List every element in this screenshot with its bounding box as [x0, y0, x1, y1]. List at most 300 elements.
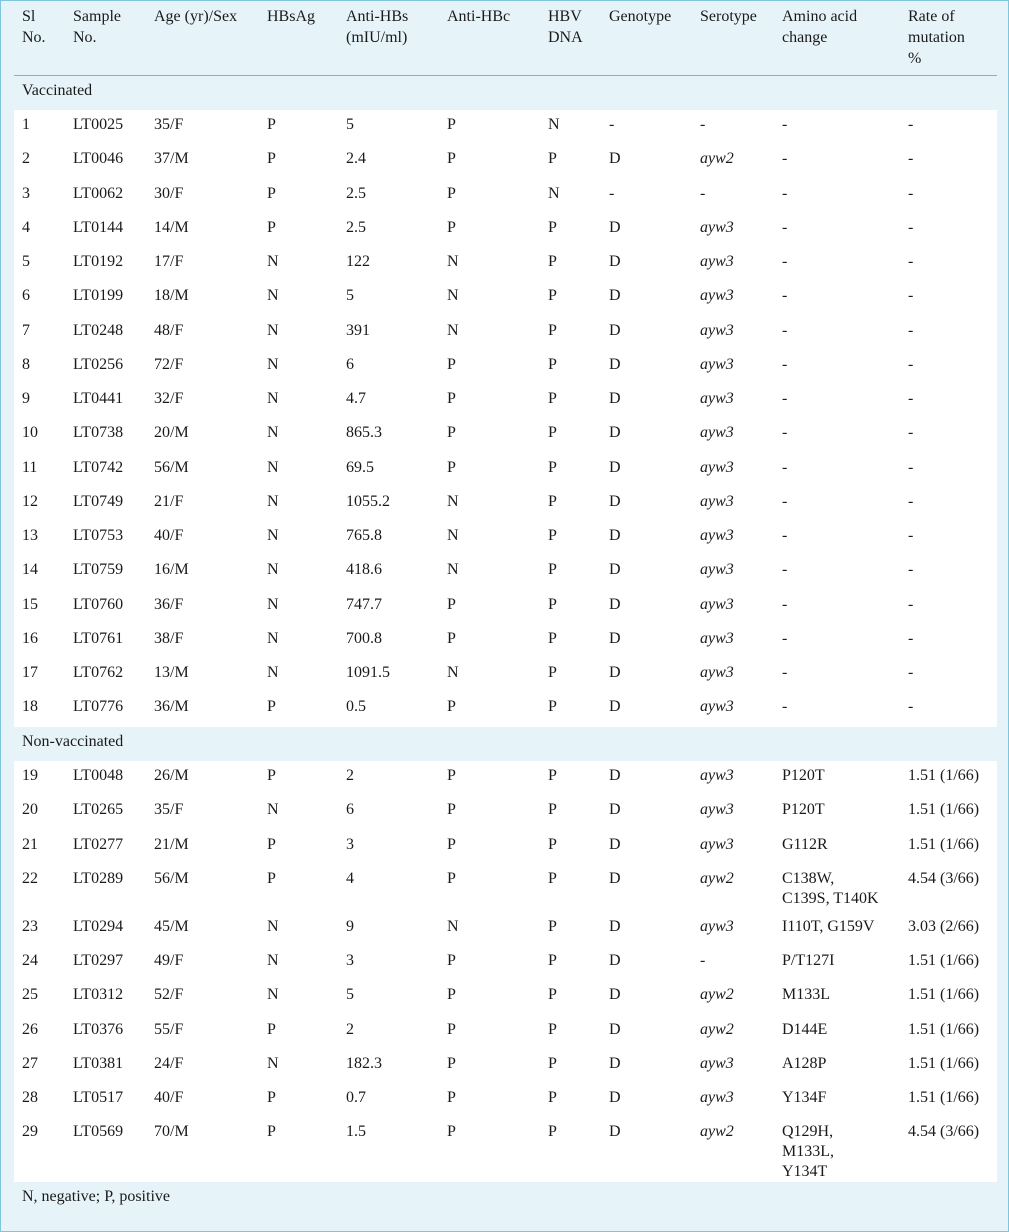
table-cell: N: [439, 247, 540, 281]
table-cell: ayw3: [692, 761, 774, 795]
table-cell: P: [259, 144, 338, 178]
table-cell: ayw3: [692, 418, 774, 452]
table-cell: 25: [14, 980, 65, 1014]
table-cell: 35/F: [146, 795, 259, 829]
hbv-data-table: [14, 3, 997, 1216]
table-cell: -: [900, 384, 997, 418]
table-cell: P: [540, 946, 601, 980]
table-cell: N: [259, 487, 338, 521]
column-header: Serotype: [692, 3, 774, 76]
table-cell: -: [774, 350, 900, 384]
table-cell: 72/F: [146, 350, 259, 384]
table-cell: P: [540, 487, 601, 521]
table-cell: -: [774, 487, 900, 521]
table-cell: 8: [14, 350, 65, 384]
table-cell: N: [439, 316, 540, 350]
table-cell: -: [774, 179, 900, 213]
table-cell: P: [540, 1049, 601, 1083]
table-cell: 2.5: [338, 213, 439, 247]
table-cell: -: [900, 350, 997, 384]
table-cell: N: [259, 316, 338, 350]
table-cell: -: [774, 384, 900, 418]
table-cell: 5: [338, 281, 439, 315]
table-cell: LT0759: [65, 555, 146, 589]
table-row: [14, 1117, 997, 1182]
table-cell: D: [601, 692, 692, 726]
table-cell: D: [601, 281, 692, 315]
table-cell: -: [774, 453, 900, 487]
table-cell: -: [900, 247, 997, 281]
table-row: [14, 1049, 997, 1083]
table-cell: D: [601, 980, 692, 1014]
column-header: Anti-HBs (mIU/ml): [338, 3, 439, 76]
table-cell: N: [259, 1049, 338, 1083]
table-cell: P120T: [774, 795, 900, 829]
table-cell: 747.7: [338, 590, 439, 624]
table-cell: LT0738: [65, 418, 146, 452]
table-cell: 6: [338, 795, 439, 829]
table-cell: -: [900, 521, 997, 555]
table-cell: 35/F: [146, 110, 259, 144]
table-row: [14, 316, 997, 350]
table-cell: 2: [14, 144, 65, 178]
table-cell: 1.51 (1/66): [900, 946, 997, 980]
table-row: [14, 247, 997, 281]
table-cell: D: [601, 316, 692, 350]
table-cell: 3: [338, 946, 439, 980]
table-cell: -: [900, 144, 997, 178]
table-cell: ayw3: [692, 384, 774, 418]
group-label: Non-vaccinated: [14, 727, 997, 762]
table-cell: D: [601, 247, 692, 281]
table-cell: LT0294: [65, 912, 146, 946]
table-cell: ayw3: [692, 830, 774, 864]
table-cell: 3: [338, 830, 439, 864]
table-cell: ayw3: [692, 795, 774, 829]
table-cell: P: [439, 624, 540, 658]
table-cell: D: [601, 213, 692, 247]
table-cell: P: [439, 213, 540, 247]
table-cell: 14: [14, 555, 65, 589]
table-cell: P: [540, 555, 601, 589]
table-cell: ayw2: [692, 980, 774, 1014]
table-cell: LT0776: [65, 692, 146, 726]
table-cell: 1.51 (1/66): [900, 761, 997, 795]
table-cell: -: [900, 453, 997, 487]
table-cell: 21: [14, 830, 65, 864]
table-cell: P: [540, 316, 601, 350]
table-cell: 5: [338, 110, 439, 144]
table-cell: P: [439, 830, 540, 864]
table-cell: 22: [14, 864, 65, 912]
group-row: [14, 76, 997, 111]
table-cell: P: [259, 692, 338, 726]
table-cell: P: [540, 384, 601, 418]
table-cell: D: [601, 795, 692, 829]
table-row: [14, 350, 997, 384]
table-cell: 4: [338, 864, 439, 912]
table-cell: ayw2: [692, 1117, 774, 1182]
table-cell: 10: [14, 418, 65, 452]
table-cell: 6: [14, 281, 65, 315]
table-cell: 391: [338, 316, 439, 350]
table-row: [14, 179, 997, 213]
table-row: [14, 110, 997, 144]
table-cell: -: [774, 521, 900, 555]
table-cell: LT0265: [65, 795, 146, 829]
table-cell: -: [900, 624, 997, 658]
table-cell: 27: [14, 1049, 65, 1083]
table-cell: 765.8: [338, 521, 439, 555]
table-cell: P: [439, 1015, 540, 1049]
table-cell: P: [540, 658, 601, 692]
table-cell: N: [439, 658, 540, 692]
table-cell: -: [774, 658, 900, 692]
table-cell: LT0297: [65, 946, 146, 980]
table-cell: 28: [14, 1083, 65, 1117]
header-row: [14, 3, 997, 76]
table-cell: P: [439, 144, 540, 178]
table-cell: -: [900, 590, 997, 624]
table-cell: 48/F: [146, 316, 259, 350]
table-cell: 14/M: [146, 213, 259, 247]
table-cell: Q129H, M133L, Y134T: [774, 1117, 900, 1182]
table-cell: -: [900, 418, 997, 452]
table-cell: N: [259, 521, 338, 555]
table-cell: 2.4: [338, 144, 439, 178]
table-cell: ayw2: [692, 144, 774, 178]
column-header: HBV DNA: [540, 3, 601, 76]
table-cell: 26: [14, 1015, 65, 1049]
table-cell: P: [259, 179, 338, 213]
table-cell: -: [774, 247, 900, 281]
table-cell: 16/M: [146, 555, 259, 589]
table-cell: P: [439, 110, 540, 144]
table-cell: 56/M: [146, 453, 259, 487]
table-cell: D: [601, 590, 692, 624]
table-cell: 4.54 (3/66): [900, 1117, 997, 1182]
table-cell: 16: [14, 624, 65, 658]
table-cell: P: [540, 1083, 601, 1117]
table-cell: P: [540, 912, 601, 946]
table-cell: 11: [14, 453, 65, 487]
table-cell: -: [900, 316, 997, 350]
table-cell: N: [259, 281, 338, 315]
table-cell: -: [601, 179, 692, 213]
table-cell: LT0192: [65, 247, 146, 281]
table-cell: ayw3: [692, 316, 774, 350]
table-row: [14, 418, 997, 452]
table-cell: ayw3: [692, 350, 774, 384]
table-cell: 24/F: [146, 1049, 259, 1083]
table-cell: 38/F: [146, 624, 259, 658]
table-cell: -: [774, 316, 900, 350]
table-cell: P: [439, 384, 540, 418]
table-cell: 30/F: [146, 179, 259, 213]
table-cell: P: [540, 830, 601, 864]
table-cell: LT0761: [65, 624, 146, 658]
table-cell: -: [774, 281, 900, 315]
table-cell: 17: [14, 658, 65, 692]
table-cell: N: [439, 281, 540, 315]
table-cell: -: [900, 487, 997, 521]
table-cell: LT0441: [65, 384, 146, 418]
table-row: [14, 555, 997, 589]
table-row: [14, 590, 997, 624]
table-cell: D: [601, 350, 692, 384]
table-cell: -: [774, 144, 900, 178]
table-cell: 4: [14, 213, 65, 247]
table-cell: P: [540, 213, 601, 247]
table-cell: D: [601, 1049, 692, 1083]
table-cell: N: [259, 624, 338, 658]
table-cell: P: [540, 795, 601, 829]
table-cell: P: [439, 980, 540, 1014]
table-cell: -: [774, 692, 900, 726]
table-row: [14, 912, 997, 946]
table-cell: D: [601, 830, 692, 864]
group-row: [14, 727, 997, 762]
table-cell: N: [439, 521, 540, 555]
table-cell: 2: [338, 761, 439, 795]
table-cell: 7: [14, 316, 65, 350]
table-cell: -: [900, 110, 997, 144]
table-cell: P: [259, 110, 338, 144]
table-cell: 45/M: [146, 912, 259, 946]
table-row: [14, 384, 997, 418]
table-cell: P: [259, 864, 338, 912]
table-cell: -: [900, 692, 997, 726]
table-cell: -: [900, 281, 997, 315]
table-cell: 17/F: [146, 247, 259, 281]
table-cell: 49/F: [146, 946, 259, 980]
table-cell: P: [540, 350, 601, 384]
table-row: [14, 521, 997, 555]
table-cell: 55/F: [146, 1015, 259, 1049]
table-row: [14, 453, 997, 487]
column-header: Anti-HBc: [439, 3, 540, 76]
table-row: [14, 487, 997, 521]
table-cell: ayw3: [692, 624, 774, 658]
table-row: [14, 1015, 997, 1049]
table-cell: 19: [14, 761, 65, 795]
table-cell: P: [540, 521, 601, 555]
table-row: [14, 692, 997, 726]
table-cell: 1.51 (1/66): [900, 980, 997, 1014]
table-cell: -: [692, 946, 774, 980]
table-cell: N: [439, 487, 540, 521]
table-cell: P: [439, 453, 540, 487]
table-cell: LT0517: [65, 1083, 146, 1117]
table-cell: P: [439, 418, 540, 452]
table-cell: 18: [14, 692, 65, 726]
table-cell: 5: [338, 980, 439, 1014]
table-cell: 3: [14, 179, 65, 213]
table-cell: P: [439, 946, 540, 980]
table-cell: LT0376: [65, 1015, 146, 1049]
table-cell: 37/M: [146, 144, 259, 178]
table-cell: ayw3: [692, 1049, 774, 1083]
column-header: Age (yr)/Sex: [146, 3, 259, 76]
table-cell: 20: [14, 795, 65, 829]
table-cell: P: [439, 1049, 540, 1083]
table-cell: 700.8: [338, 624, 439, 658]
column-header: Sample No.: [65, 3, 146, 76]
table-cell: 3.03 (2/66): [900, 912, 997, 946]
table-cell: P: [540, 864, 601, 912]
table-row: [14, 1083, 997, 1117]
footnote-row: [14, 1182, 997, 1216]
table-cell: N: [259, 384, 338, 418]
table-cell: 23: [14, 912, 65, 946]
table-cell: 9: [338, 912, 439, 946]
table-cell: N: [259, 590, 338, 624]
table-cell: N: [259, 912, 338, 946]
table-row: [14, 980, 997, 1014]
table-cell: P: [540, 1117, 601, 1182]
table-cell: D: [601, 555, 692, 589]
table-cell: -: [774, 213, 900, 247]
table-cell: M133L: [774, 980, 900, 1014]
table-cell: 40/F: [146, 521, 259, 555]
table-cell: P: [540, 453, 601, 487]
table-cell: P: [439, 795, 540, 829]
table-cell: 1: [14, 110, 65, 144]
table-cell: 1.51 (1/66): [900, 830, 997, 864]
table-cell: P: [540, 980, 601, 1014]
table-cell: ayw3: [692, 1083, 774, 1117]
table-cell: N: [439, 555, 540, 589]
table-cell: A128P: [774, 1049, 900, 1083]
table-cell: -: [601, 110, 692, 144]
table-cell: 21/F: [146, 487, 259, 521]
table-cell: P: [540, 761, 601, 795]
table-cell: -: [774, 555, 900, 589]
table-body: [14, 76, 997, 1217]
table-cell: LT0062: [65, 179, 146, 213]
table-cell: ayw3: [692, 555, 774, 589]
table-cell: 32/F: [146, 384, 259, 418]
table-cell: D: [601, 418, 692, 452]
table-cell: ayw3: [692, 487, 774, 521]
table-cell: LT0277: [65, 830, 146, 864]
table-cell: 4.7: [338, 384, 439, 418]
table-cell: 18/M: [146, 281, 259, 315]
table-cell: N: [259, 453, 338, 487]
table-cell: 1.5: [338, 1117, 439, 1182]
table-cell: D: [601, 624, 692, 658]
table-cell: 9: [14, 384, 65, 418]
table-cell: N: [540, 110, 601, 144]
table-cell: 2.5: [338, 179, 439, 213]
table-cell: 1.51 (1/66): [900, 1083, 997, 1117]
table-row: [14, 830, 997, 864]
table-cell: P: [439, 692, 540, 726]
table-cell: 182.3: [338, 1049, 439, 1083]
column-header: Rate of mutation %: [900, 3, 997, 76]
table-cell: ayw3: [692, 912, 774, 946]
table-row: [14, 761, 997, 795]
table-cell: P: [259, 1015, 338, 1049]
table-cell: 12: [14, 487, 65, 521]
table-cell: 24: [14, 946, 65, 980]
table-cell: 122: [338, 247, 439, 281]
table-cell: 13/M: [146, 658, 259, 692]
table-cell: 2: [338, 1015, 439, 1049]
table-cell: C138W, C139S, T140K: [774, 864, 900, 912]
table-cell: LT0569: [65, 1117, 146, 1182]
table-cell: 26/M: [146, 761, 259, 795]
table-cell: D: [601, 864, 692, 912]
table-cell: -: [900, 658, 997, 692]
table-cell: LT0025: [65, 110, 146, 144]
table-cell: P: [439, 179, 540, 213]
group-label: Vaccinated: [14, 76, 997, 111]
table-cell: P: [540, 590, 601, 624]
table-cell: 70/M: [146, 1117, 259, 1182]
table-cell: P: [540, 692, 601, 726]
table-cell: I110T, G159V: [774, 912, 900, 946]
table-cell: 0.7: [338, 1083, 439, 1117]
table-cell: LT0753: [65, 521, 146, 555]
table-cell: P: [540, 418, 601, 452]
table-cell: ayw3: [692, 281, 774, 315]
table-cell: ayw3: [692, 521, 774, 555]
table-cell: -: [692, 110, 774, 144]
table-cell: N: [259, 658, 338, 692]
table-cell: N: [259, 350, 338, 384]
table-cell: 69.5: [338, 453, 439, 487]
table-cell: 36/M: [146, 692, 259, 726]
table-cell: D: [601, 912, 692, 946]
table-cell: N: [259, 247, 338, 281]
table-row: [14, 281, 997, 315]
table-cell: -: [774, 110, 900, 144]
table-cell: LT0048: [65, 761, 146, 795]
table-cell: D: [601, 144, 692, 178]
table-cell: 20/M: [146, 418, 259, 452]
table-cell: -: [900, 213, 997, 247]
table-cell: 1091.5: [338, 658, 439, 692]
table-cell: N: [540, 179, 601, 213]
table-cell: LT0381: [65, 1049, 146, 1083]
table-cell: N: [259, 980, 338, 1014]
table-cell: 1.51 (1/66): [900, 1049, 997, 1083]
table-cell: 865.3: [338, 418, 439, 452]
table-cell: 15: [14, 590, 65, 624]
table-cell: ayw3: [692, 692, 774, 726]
table-cell: 0.5: [338, 692, 439, 726]
table-cell: ayw2: [692, 1015, 774, 1049]
table-cell: LT0742: [65, 453, 146, 487]
table-cell: LT0762: [65, 658, 146, 692]
table-cell: P: [540, 247, 601, 281]
table-cell: 13: [14, 521, 65, 555]
table-cell: P: [540, 281, 601, 315]
table-header: [14, 3, 997, 76]
table-cell: N: [439, 912, 540, 946]
table-cell: N: [259, 418, 338, 452]
table-cell: 1.51 (1/66): [900, 795, 997, 829]
table-cell: D: [601, 487, 692, 521]
table-cell: D: [601, 946, 692, 980]
table-cell: -: [692, 179, 774, 213]
table-cell: D: [601, 761, 692, 795]
table-cell: ayw3: [692, 658, 774, 692]
table-cell: 4.54 (3/66): [900, 864, 997, 912]
table-cell: D: [601, 658, 692, 692]
table-cell: P: [259, 213, 338, 247]
